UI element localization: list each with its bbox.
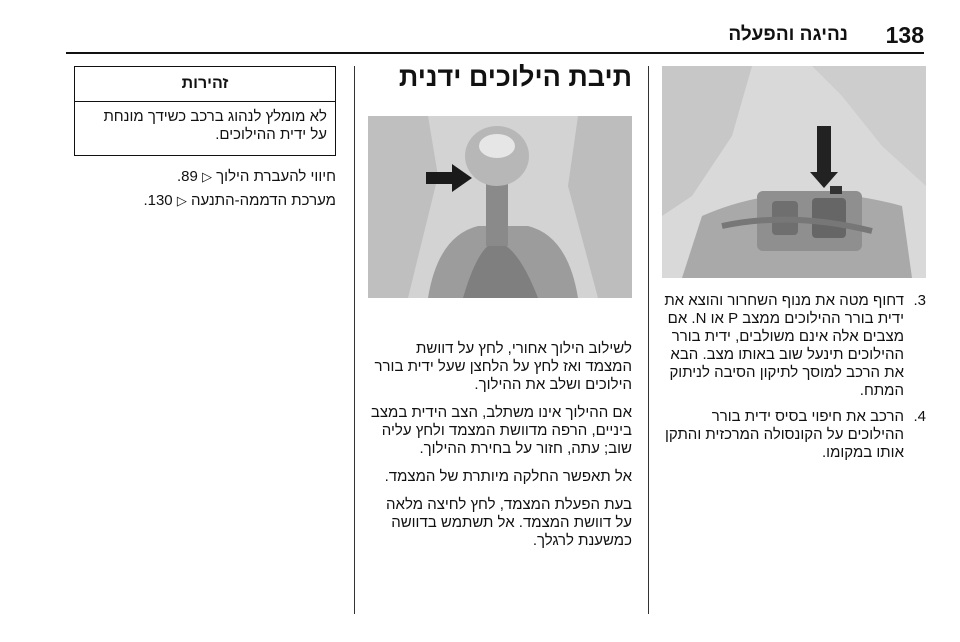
instruction-step	[662, 408, 926, 462]
xref-page: 130	[147, 192, 173, 209]
xref-label: חיווי להעברת הילוך	[216, 168, 336, 185]
cross-reference[interactable]: חיווי להעברת הילוך ▷ 89.	[176, 168, 336, 185]
section-title: תיבת הילוכים ידנית	[398, 62, 632, 92]
warning-title: זהירות	[75, 67, 335, 102]
header-rule	[66, 52, 924, 54]
step-number: 4.	[913, 408, 926, 425]
gear-selector-release-illustration	[662, 66, 926, 278]
page-number: 138	[885, 22, 924, 48]
left-column-text	[662, 292, 926, 470]
column-divider-left	[648, 66, 649, 614]
page-header-title: נהיגה והפעלה	[728, 24, 848, 45]
gear-selector-release-photo	[662, 66, 926, 278]
paragraph: לשילוב הילוך אחורי, לחץ על דוושת המצמד ואז לחץ על הלחצן שעל ידית בורר הילוכים ושלב את ההילוך.	[374, 340, 632, 393]
xref-page: 89	[181, 168, 198, 185]
xref-label: מערכת הדממה-התנעה	[191, 192, 336, 209]
instruction-step	[662, 292, 926, 400]
step-text: דחוף מטה את מנוף השחרור והוצא את ידית בורר ההילוכים ממצב P או N. אם מצבים אלה אינם משולבים, ידית בורר ההילוכים תינעל שוב באותו מצב. הבא את הרכב למוסך לתיקון הסיבה לניתוק המתח.	[664, 292, 904, 399]
page-reference-icon: ▷	[201, 169, 212, 184]
middle-column-text	[368, 340, 632, 560]
paragraph: אם ההילוך אינו משתלב, הצב הידית במצב ביניים, הרפה מדוושת המצמד ולחץ עליה שוב; עתה, חזור על בחירת ההילוך.	[370, 404, 632, 457]
warning-text: לא מומלץ לנהוג ברכב כשידך מונחת על ידית ההילוכים.	[103, 108, 327, 143]
gearshift-knob-illustration	[368, 116, 632, 298]
column-divider-right	[354, 66, 355, 614]
paragraph: בעת הפעלת המצמד, לחץ לחיצה מלאה על דוושת המצמד. אל תשתמש בדוושה כמשענת לרגלך.	[386, 496, 632, 549]
step-text: הרכב את חיפוי בסיס ידית בורר ההילוכים על הקונסולה המרכזית והתקן אותו במקומו.	[665, 408, 904, 461]
paragraph: אל תאפשר החלקה מיותרת של המצמד.	[384, 468, 632, 485]
manual-gearshift-photo	[368, 116, 632, 298]
warning-box	[74, 66, 336, 156]
page-reference-icon: ▷	[176, 193, 187, 208]
step-number: 3.	[913, 292, 926, 309]
cross-reference[interactable]: מערכת הדממה-התנעה ▷ 130.	[143, 192, 336, 209]
